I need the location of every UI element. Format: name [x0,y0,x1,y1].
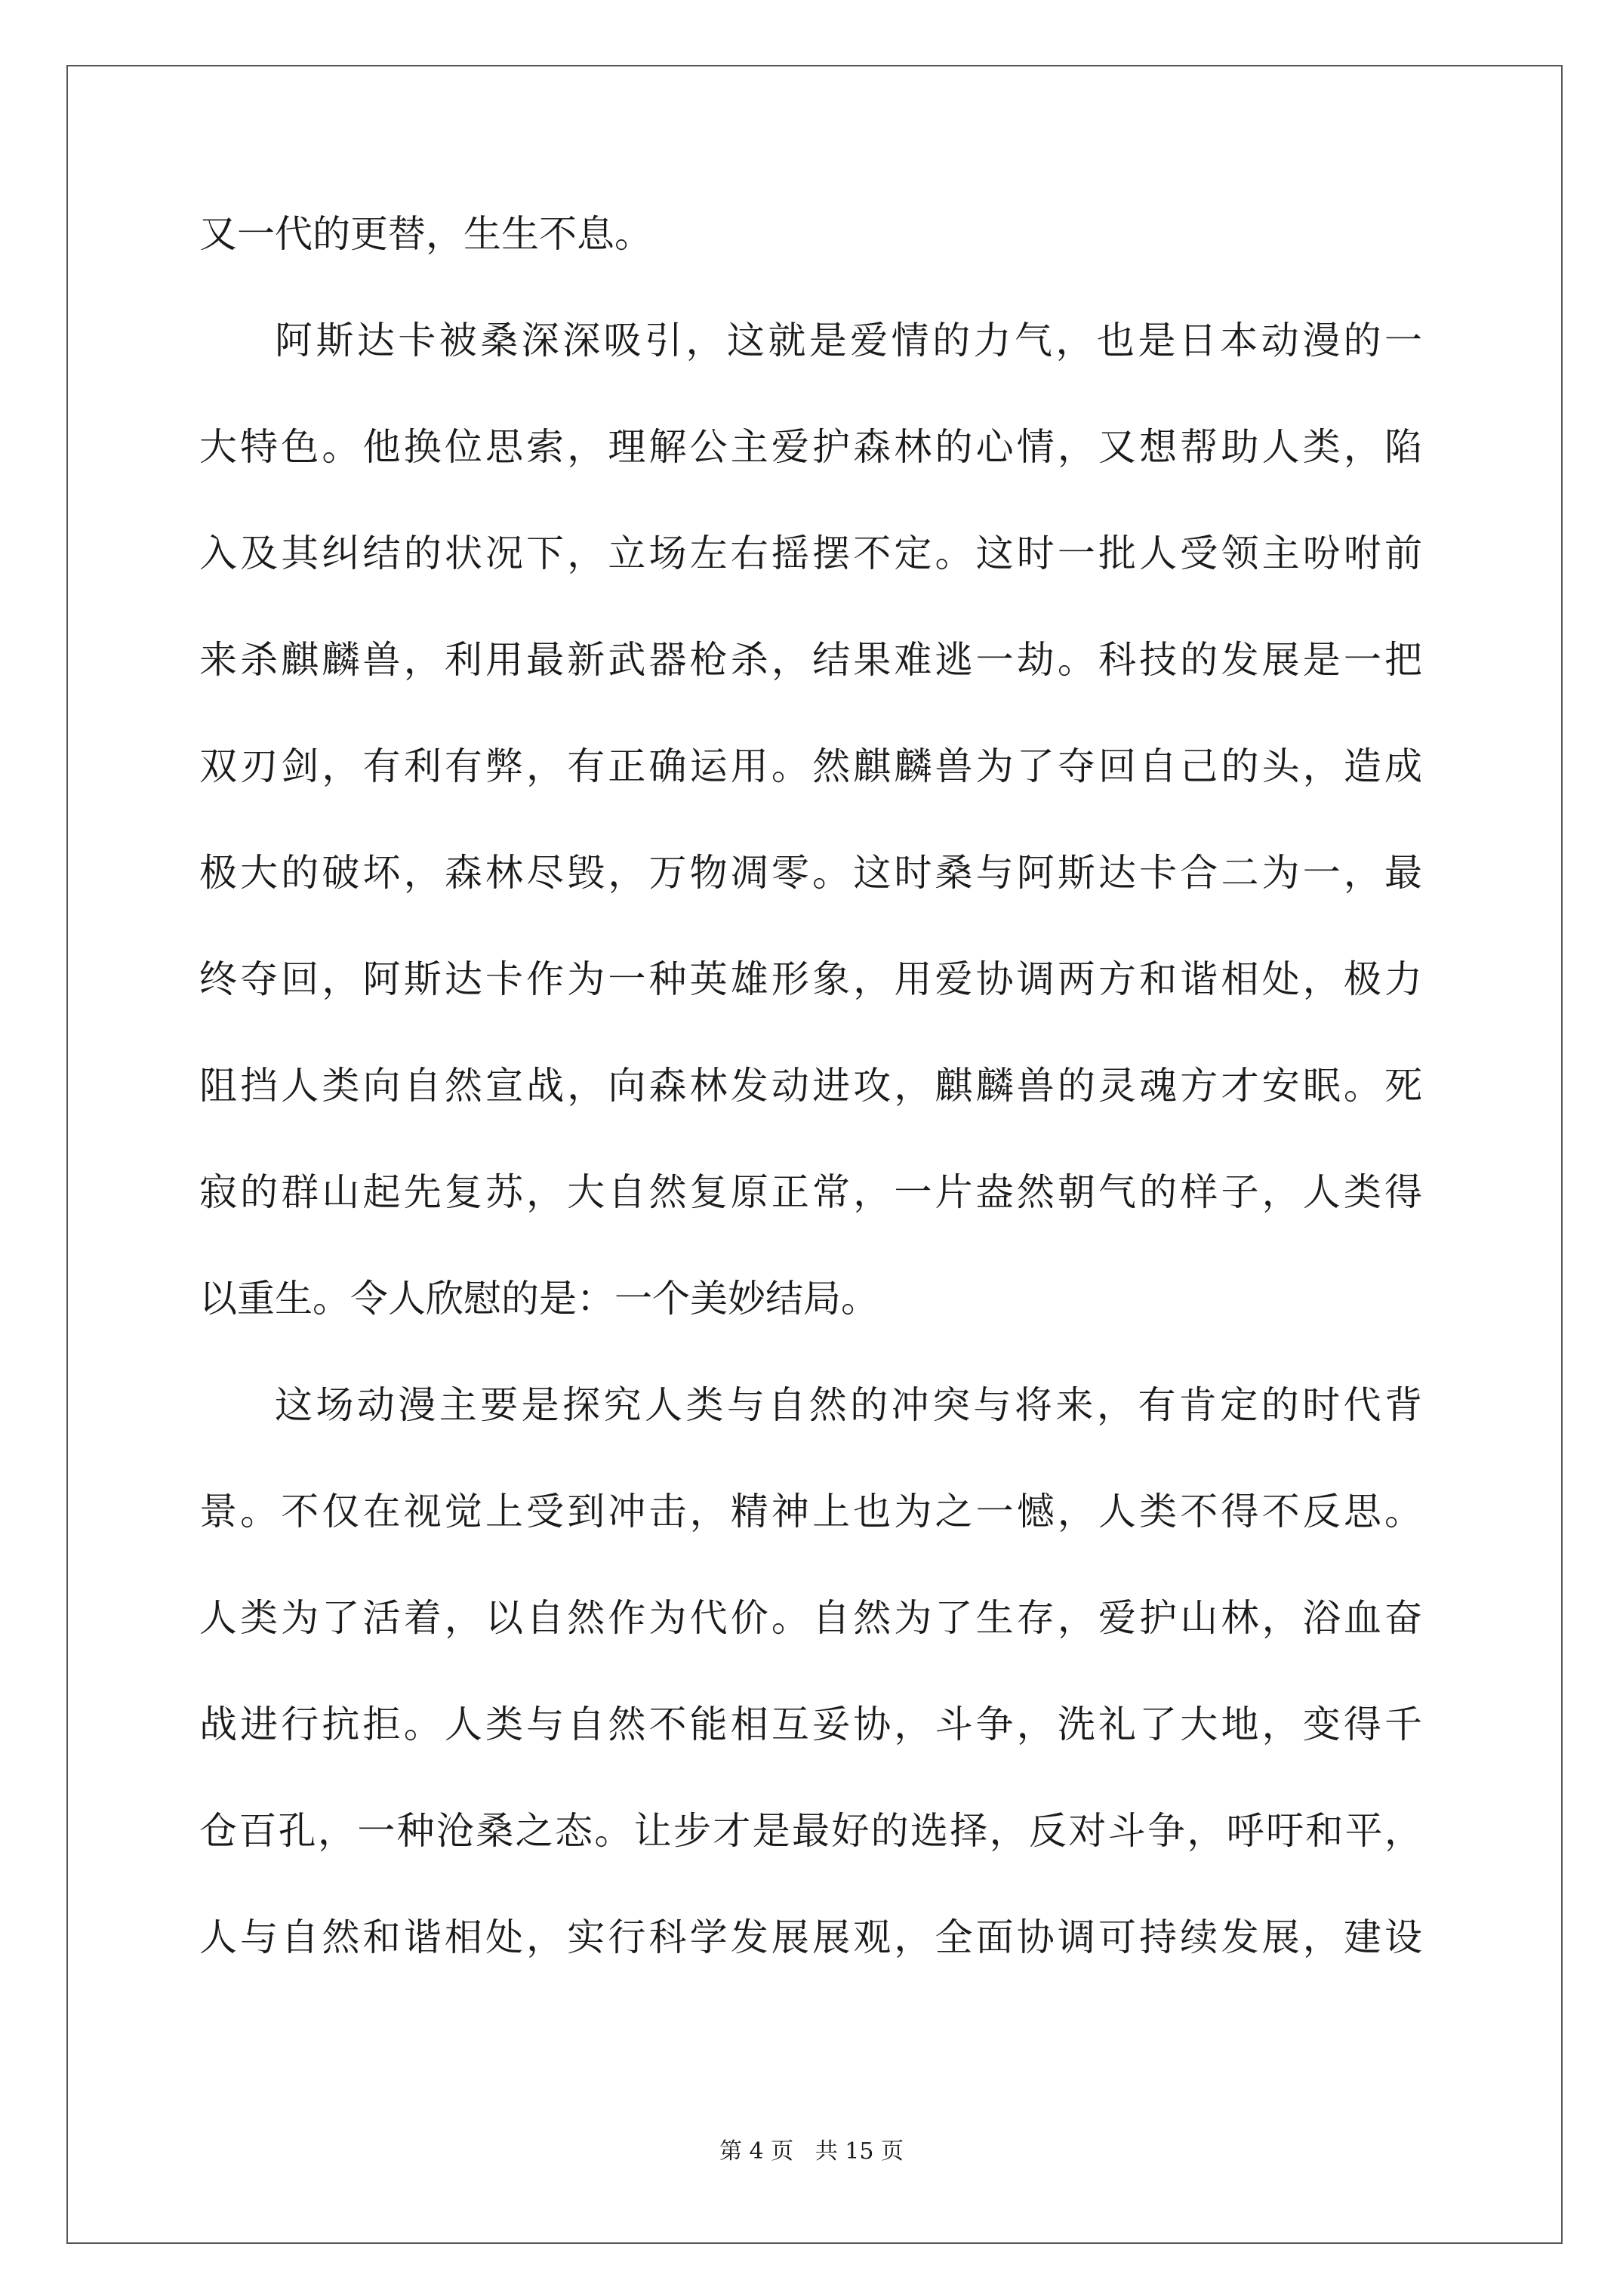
text-line-4: 入及其纠结的状况下，立场左右摇摆不定。这时一批人受领主吩咐前 [199,532,1422,575]
text-line-16: 仓百孔，一种沧桑之态。让步才是最好的选择，反对斗争，呼吁和平， [199,1809,1422,1853]
text-line-7: 极大的破坏，森林尽毁，万物凋零。这时桑与阿斯达卡合二为一，最 [199,851,1422,895]
text-line-1: 又一代的更替，生生不息。 [199,212,652,256]
text-line-2: 阿斯达卡被桑深深吸引，这就是爱情的力气，也是日本动漫的一 [275,319,1422,362]
page-number-total: 共 15 页 [815,2138,904,2165]
text-line-8: 终夺回，阿斯达卡作为一种英雄形象，用爱协调两方和谐相处，极力 [199,957,1422,1001]
text-line-5: 来杀麒麟兽，利用最新武器枪杀，结果难逃一劫。科技的发展是一把 [199,638,1422,682]
text-line-10: 寂的群山起先复苏，大自然复原正常，一片盎然朝气的样子，人类得 [199,1170,1422,1214]
document-body [199,204,1422,2014]
text-line-17: 人与自然和谐相处，实行科学发展展观，全面协调可持续发展，建设 [199,1915,1422,1959]
text-line-14: 人类为了活着，以自然作为代价。自然为了生存，爱护山林，浴血奋 [199,1596,1422,1640]
text-line-3: 大特色。他换位思索，理解公主爱护森林的心情，又想帮助人类，陷 [199,425,1422,469]
text-line-13: 景。不仅在视觉上受到冲击，精神上也为之一憾，人类不得不反思。 [199,1490,1422,1533]
page-number-current: 第 4 页 [719,2138,794,2165]
text-line-11: 以重生。令人欣慰的是：一个美妙结局。 [199,1277,879,1321]
text-line-15: 战进行抗拒。人类与自然不能相互妥协，斗争，洗礼了大地，变得千 [199,1703,1422,1746]
page-footer [0,2132,1623,2165]
text-line-6: 双刃剑，有利有弊，有正确运用。然麒麟兽为了夺回自己的头，造成 [199,744,1422,788]
text-line-12: 这场动漫主要是探究人类与自然的冲突与将来，有肯定的时代背 [275,1383,1422,1427]
text-line-9: 阻挡人类向自然宣战，向森林发动进攻，麒麟兽的灵魂方才安眠。死 [199,1064,1422,1108]
